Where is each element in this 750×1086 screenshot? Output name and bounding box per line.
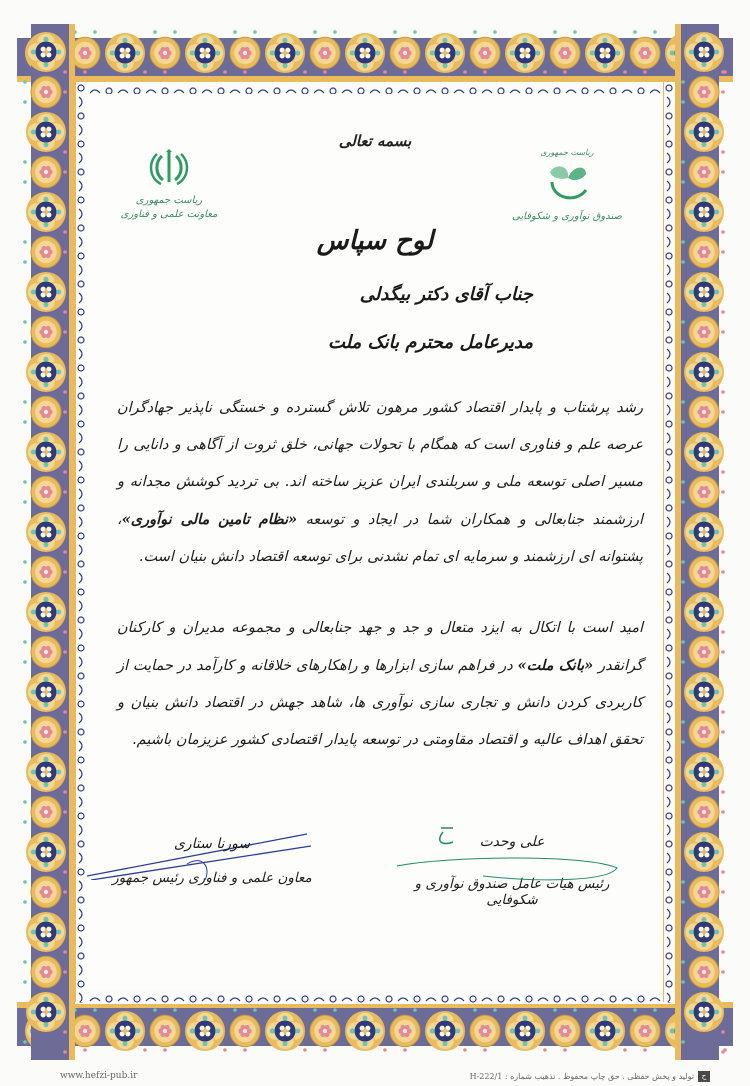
ornamental-border-right <box>675 24 733 1060</box>
bismillah-heading: بسمه تعالی <box>338 132 412 150</box>
signature-block-left <box>97 824 327 886</box>
publisher-logo-icon: ح <box>698 1071 710 1082</box>
arabesque-strip-right <box>663 82 675 1002</box>
addressee-position: مدیرعامل محترم بانک ملت <box>328 332 533 353</box>
paragraph-text: ، پشتوانه ای ارزشمند و سرمایه ای تمام نشدنی برای توسعه اقتصاد دانش بنیان است. <box>117 512 643 565</box>
innovation-fund-logo <box>507 146 627 224</box>
highlighted-term: «بانک ملت» <box>517 657 594 674</box>
publisher-note-text: تولید و پخش حفظی . حق چاپ محفوظ . تذهیب شماره : H-222/1 <box>469 1072 694 1081</box>
ornamental-border-top <box>17 24 733 82</box>
highlighted-term: «نظام تامین مالی نوآوری» <box>121 511 298 528</box>
arabesque-strip-left <box>75 82 87 1002</box>
leaf-sprout-icon <box>542 160 592 206</box>
signature-stroke <box>387 826 637 886</box>
logo-caption: صندوق نوآوری و شکوفایی <box>512 211 622 222</box>
signatory-title: رئیس هیات عامل صندوق نوآوری و شکوفایی <box>414 876 610 908</box>
logo-caption: معاونت علمی و فناوری <box>120 209 218 220</box>
vice-presidency-logo <box>109 146 229 222</box>
addressee-name: جناب آقای دکتر بیگدلی <box>359 284 533 305</box>
ornamental-border-left <box>17 24 75 1060</box>
publisher-note <box>470 1071 710 1082</box>
signatory-name: علی وحدت <box>479 834 545 850</box>
signatory-name: سورنا ستاری <box>173 836 251 852</box>
logo-caption: ریاست جمهوری <box>540 148 594 157</box>
logo-caption: ریاست جمهوری <box>135 195 203 206</box>
publisher-url: www.hefzi-pub.ir <box>60 1071 138 1081</box>
arabesque-strip-bottom <box>75 990 675 1002</box>
certificate-title: لوح سپاس <box>316 226 434 256</box>
body-paragraph-2 <box>117 610 643 759</box>
signatory-title: معاون علمی و فناوری رئیس جمهور <box>112 870 312 886</box>
iran-emblem-icon <box>149 146 189 190</box>
ornamental-border-bottom <box>17 1002 733 1060</box>
body-paragraph-1 <box>117 390 643 576</box>
paragraph-text: رشد پرشتاب و پایدار اقتصاد کشور مرهون تلاش گسترده و خستگی ناپذیر جهادگران عرصه علم و فناوری است که همگام با تحولات جهانی، خلق ثروت از آگاهی و دانایی را مسیر اصلی توسعه ملی و سربلندی ایران عزیز ساخته اند. بی تردید کوشش مجدانه و ارزشمند جنابعالی و همکاران شما در ایجاد و توسعه <box>117 400 643 528</box>
paragraph-text: در فراهم سازی ابزارها و راهکارهای خلاقانه و کارآمد در حمایت از کاربردی کردن دانش و تجاری سازی نوآوری ها، شاهد جهش در اقتصاد دانش بنیان و تحقق اهداف عالیه و اقتصاد مقاومتی در توسعه پایدار اقتصادی کشور عزیزمان باشیم. <box>117 658 643 748</box>
certificate-body <box>87 94 663 990</box>
paragraph-text: امید است با اتکال به ایزد متعال و جد و جهد جنابعالی و مجموعه مدیران و کارکنان گرانقدر <box>117 620 644 674</box>
signature-block-right <box>387 834 637 908</box>
arabesque-strip-top <box>75 82 675 94</box>
